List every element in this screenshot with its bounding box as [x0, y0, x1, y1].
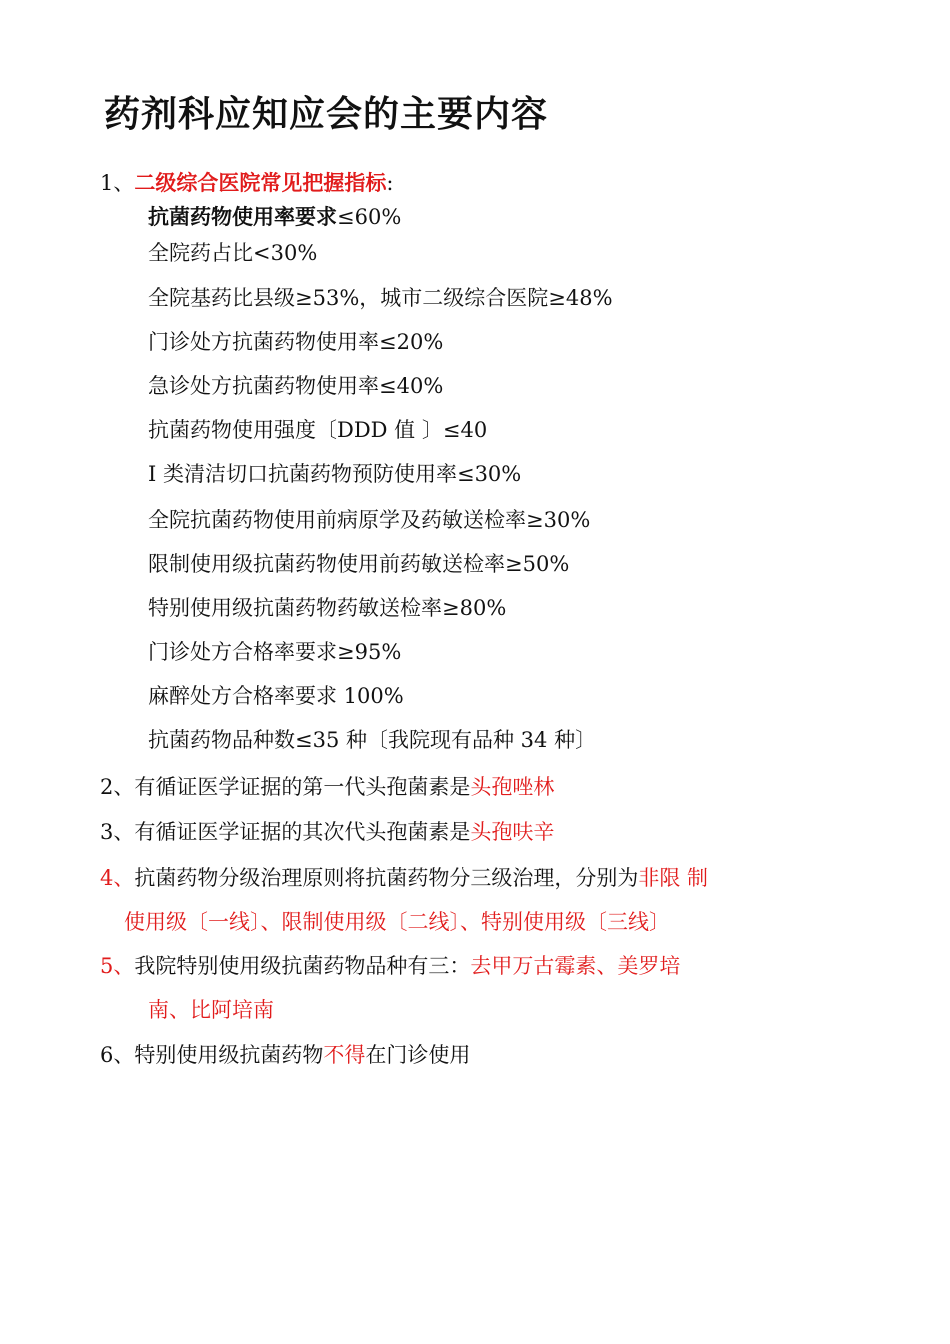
item-1-colon: :: [386, 171, 394, 195]
indicator-line: 限制使用级抗菌药物使用前药敏送检率≥50%: [148, 552, 570, 576]
item-2-number: 2、: [100, 775, 135, 799]
item-1-heading: [100, 170, 393, 196]
item-6: [100, 1042, 470, 1068]
item-5: [100, 953, 680, 979]
item-5-answer-a: 去甲万古霉素、美罗培: [470, 954, 681, 978]
indicator-line: 抗菌药物使用强度〔DDD 值 〕≤40: [148, 418, 488, 442]
item-3-number: 3、: [100, 820, 135, 844]
indicator-label: 抗菌药物使用率要求: [148, 205, 337, 229]
indicator-line: 急诊处方抗菌药物使用率≤40%: [148, 374, 444, 398]
indicator-line: 特别使用级抗菌药物药敏送检率≥80%: [148, 596, 507, 620]
item-2: [100, 774, 554, 800]
item-4-text: 抗菌药物分级治理原则将抗菌药物分三级治理，分别为: [134, 866, 639, 890]
indicator-line: 全院药占比<30%: [148, 241, 318, 265]
indicator-line: 抗菌药物品种数≤35 种〔我院现有品种 34 种〕: [148, 728, 597, 752]
indicator-line: 门诊处方抗菌药物使用率≤20%: [148, 330, 444, 354]
item-1-title: 二级综合医院常见把握指标: [134, 171, 387, 195]
item-4-answer-a: 非限 制: [638, 866, 709, 890]
item-2-answer: 头孢唑林: [470, 775, 555, 799]
item-6-number: 6、: [100, 1043, 135, 1067]
indicator-line: 门诊处方合格率要求≥95%: [148, 640, 402, 664]
indicator-value: ≤60%: [337, 205, 402, 229]
item-4: [100, 865, 708, 891]
indicator-line: I 类清洁切口抗菌药物预防使用率≤30%: [148, 462, 522, 486]
item-5-text: 我院特别使用级抗菌药物品种有三：: [134, 954, 471, 978]
item-3-text: 有循证医学证据的其次代头孢菌素是: [134, 820, 471, 844]
item-4-number: 4、: [100, 866, 135, 890]
item-4-answer-b: 使用级〔一线〕、限制使用级〔二线〕、特别使用级〔三线〕: [124, 910, 670, 934]
item-2-text: 有循证医学证据的第一代头孢菌素是: [134, 775, 471, 799]
item-5-answer-b: 南、比阿培南: [148, 998, 274, 1022]
item-6-text-a: 特别使用级抗菌药物: [134, 1043, 324, 1067]
page-title: 药剂科应知应会的主要内容: [104, 94, 549, 135]
indicator-line: 全院基药比县级≥53%，城市二级综合医院≥48%: [148, 286, 613, 310]
item-1-number: 1、: [100, 171, 135, 195]
item-3-answer: 头孢呋辛: [470, 820, 555, 844]
item-3: [100, 819, 554, 845]
item-6-answer: 不得: [323, 1043, 366, 1067]
indicator-line: 麻醉处方合格率要求 100%: [148, 684, 404, 708]
item-6-text-b: 在门诊使用: [365, 1043, 471, 1067]
indicator-line: 全院抗菌药物使用前病原学及药敏送检率≥30%: [148, 508, 591, 532]
item-5-number: 5、: [100, 954, 135, 978]
indicator-antibiotic-rate: [148, 204, 401, 230]
